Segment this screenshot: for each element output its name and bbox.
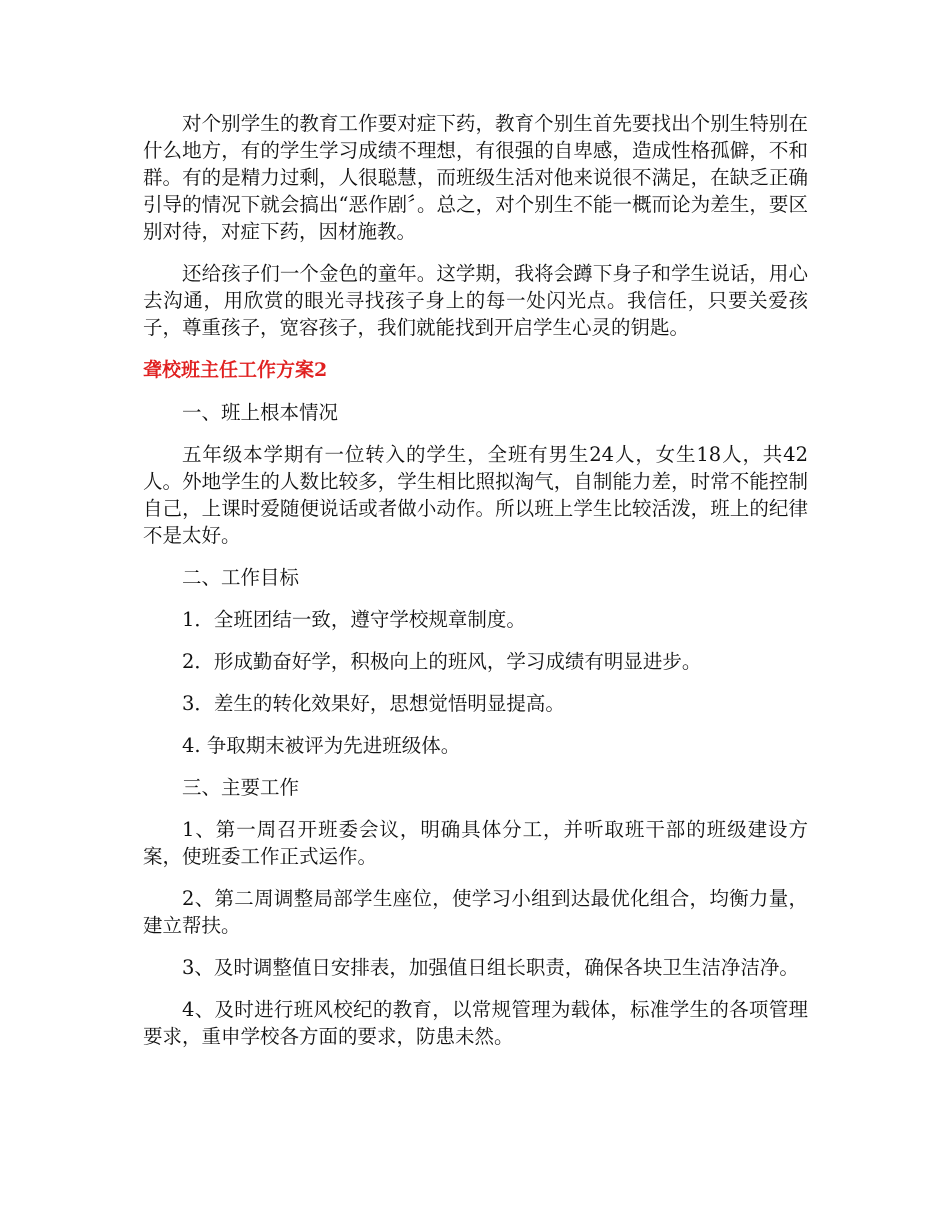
paragraph-individual-students: 对个别学生的教育工作要对症下药，教育个别生首先要找出个别生特别在什么地方，有的学生学习成绩不理想，有很强的自卑感，造成性格孤僻，不和群。有的是精力过剩，人很聪慧，而班级生活对他来说很不满足，在缺乏正确引导的情况下就会搞出“恶作剧〞。总之，对个别生不能一概而论为差生，要区别对待，对症下药，因材施教。 bbox=[143, 112, 808, 243]
goal-item: 1．全班团结一致，遵守学校规章制度。 bbox=[182, 608, 526, 631]
goal-item: 2．形成勤奋好学，积极向上的班风，学习成绩有明显进步。 bbox=[182, 650, 702, 673]
goal-item: 3．差生的转化效果好，思想觉悟明显提高。 bbox=[182, 692, 565, 715]
section3-heading: 三、主要工作 bbox=[182, 776, 300, 799]
section-title: 聋校班主任工作方案2 bbox=[143, 359, 328, 381]
work-item: 2、第二周调整局部学生座位，使学习小组到达最优化组合，均衡力量，建立帮扶。 bbox=[143, 887, 808, 937]
work-item: 3、及时调整值日安排表，加强值日组长职责，确保各块卫生洁净洁净。 bbox=[182, 956, 799, 979]
goal-item: 4. 争取期末被评为先进班级体。 bbox=[182, 734, 461, 757]
section1-heading: 一、班上根本情况 bbox=[182, 401, 339, 424]
work-item: 1、第一周召开班委会议，明确具体分工，并听取班干部的班级建设方案，使班委工作正式运作。 bbox=[143, 818, 808, 868]
document-body bbox=[143, 110, 808, 1065]
section1-text: 五年级本学期有一位转入的学生，全班有男生24人，女生18人，共42人。外地学生的人数比较多，学生相比照拟淘气，自制能力差，时常不能控制自己，上课时爱随便说话或者做小动作。所以班上学生比较活泼，班上的纪律不是太好。 bbox=[143, 443, 808, 547]
work-item: 4、及时进行班风校纪的教育，以常规管理为载体，标准学生的各项管理要求，重申学校各方面的要求，防患未然。 bbox=[143, 998, 808, 1048]
section2-heading: 二、工作目标 bbox=[182, 566, 300, 589]
paragraph-golden-childhood: 还给孩子们一个金色的童年。这学期，我将会蹲下身子和学生说话，用心去沟通，用欣赏的眼光寻找孩子身上的每一处闪光点。我信任，只要关爱孩子，尊重孩子，宽容孩子，我们就能找到开启学生心灵的钥匙。 bbox=[143, 262, 808, 339]
